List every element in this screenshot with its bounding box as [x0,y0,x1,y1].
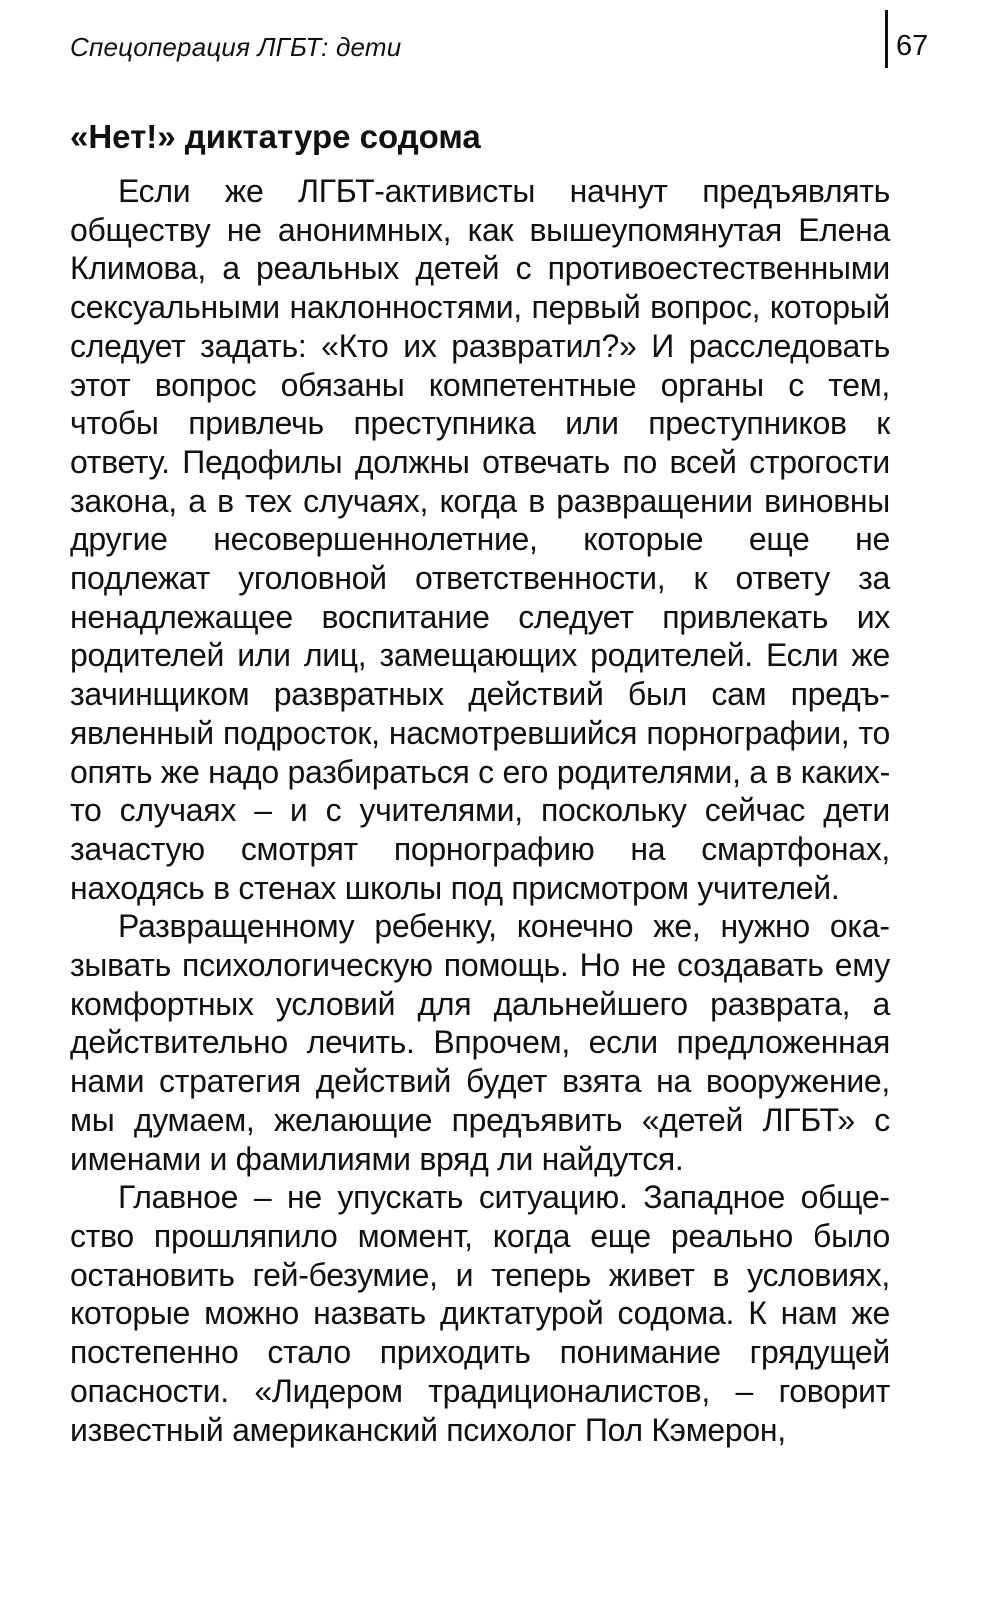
paragraph-3: Главное – не упускать ситуацию. Западное общество прошляпило момент, когда еще реально было остановить гей-безумие, и теперь живет в условиях, которые можно назвать диктатурой содома. К нам же постепенно стало приходить понимание грядущей опасности. «Лидером традиционалистов, – говорит известный американский психолог Пол Кэмерон, [70,1179,890,1448]
page-number: 67 [896,30,929,62]
running-title: Спецоперация ЛГБТ: дети [70,32,402,62]
header-divider [885,10,888,68]
paragraph-1: Если же ЛГБТ-активисты начнут предъявлять обществу не анонимных, как вышеупомянутая Елена Климова, а реальных детей с противоестественными сексуальными наклонностями, первый вопрос, который следует задать: «Кто их развратил?» И расследовать этот вопрос обязаны компетентные органы с тем, чтобы привлечь преступника или преступников к ответу. Педофилы должны отвечать по всей строгости закона, а в тех случаях, когда в развращении виновны другие несовершеннолетние, которые еще не подлежат уголовной ответственности, к ответу за ненадлежащее воспитание следует привлекать их родителей или лиц, замещающих родителей. Если же зачинщиком развратных действий был сам предъявленный подросток, насмотревшийся порнографии, то опять же надо разбираться с его родителями, а в каких-то случаях – и с учителями, поскольку сейчас дети зачастую смотрят порнографию на смартфонах, находясь в стенах школы под присмотром учителей. [70,173,890,906]
body-text [70,172,890,1449]
paragraph-2: Развращенному ребенку, конечно же, нужно оказывать психологическую помощь. Но не создавать ему комфортных условий для дальнейшего разврата, а действительно лечить. Впрочем, если предложенная нами стратегия действий будет взята на вооружение, мы думаем, желающие предъявить «детей ЛГБТ» с именами и фамилиями вряд ли найдутся. [70,908,890,1177]
section-heading: «Нет!» диктатуре содома [70,118,481,155]
